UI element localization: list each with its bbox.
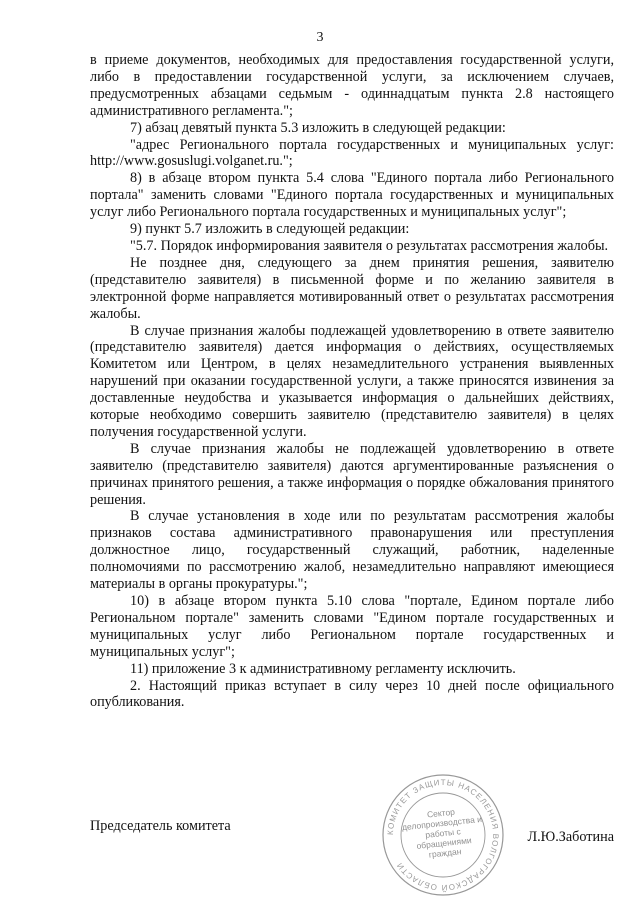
document-paragraph: в приеме документов, необходимых для предоставления государственной услуги, либо в предоставлении государственной услуги, за исключением случаев, предусмотренных абзацами седьмым - одиннадцатым пункта 2.8 настоящего административного регламента."; <box>90 52 614 119</box>
official-stamp <box>378 770 508 900</box>
document-paragraph: В случае установления в ходе или по результатам рассмотрения жалобы признаков состава административного правонарушения или преступления должностное лицо, государственный служащий, работник, наделенные полномочиями по рассмотрению жалоб, незамедлительно направляют имеющиеся материалы в органы прокуратуры."; <box>90 508 614 593</box>
page-number: 3 <box>316 30 324 45</box>
document-paragraph: "5.7. Порядок информирования заявителя о результатах рассмотрения жалобы. <box>130 237 609 254</box>
document-paragraph: В случае признания жалобы подлежащей удовлетворению в ответе заявителю (представителю заявителя) дается информация о действиях, осуществляемых Комитетом или Центром, в целях незамедлительного устранения выявленных нарушений при оказании государственной услуги, а также приносятся извинения за доставленные неудобства и указывается информация о дальнейших действиях, которые необходимо совершить заявителю (представителю заявителя) в целях получения государственной услуги. <box>90 322 614 440</box>
document-paragraph: 2. Настоящий приказ вступает в силу через 10 дней после официального опубликования. <box>90 677 614 711</box>
signatory-title: Председатель комитета <box>90 818 231 834</box>
document-paragraph: Не позднее дня, следующего за днем принятия решения, заявителю (представителю заявителя) в письменной форме и по желанию заявителя в электронной форме направляется мотивированный ответ о результатах рассмотрения жалобы. <box>90 254 614 322</box>
document-paragraph: 7) абзац девятый пункта 5.3 изложить в следующей редакции: <box>130 119 506 136</box>
document-paragraph: 10) в абзаце втором пункта 5.10 слова "портале, Едином портале либо Региональном портале" заменить словами "Едином портале государственных и муниципальных услуг либо Региональном портале государственных и муниципальных услуг"; <box>90 593 614 660</box>
signatory-name: Л.Ю.Заботина <box>527 829 614 845</box>
document-paragraph: 8) в абзаце втором пункта 5.4 слова "Единого портала либо Регионального портала" заменить словами "Единого портала государственных и муниципальных услуг либо Регионального портала государственных и муниципальных услуг"; <box>90 170 614 221</box>
stamp-ring-text: КОМИТЕТ ЗАЩИТЫ НАСЕЛЕНИЯ ВОЛГОГРАДСКОЙ ОБЛАСТИ <box>385 777 501 893</box>
document-paragraph: "адрес Регионального портала государственных и муниципальных услуг: http://www.gosuslugi.volganet.ru."; <box>90 136 614 170</box>
document-paragraph: 11) приложение 3 к административному регламенту исключить. <box>130 660 516 677</box>
document-body <box>90 52 614 711</box>
document-paragraph: В случае признания жалобы не подлежащей удовлетворению в ответе заявителю (представителю заявителя) даются аргументированные разъяснения о причинах принятого решения, а также информация о порядке обжалования принятого решения. <box>90 440 614 508</box>
document-paragraph: 9) пункт 5.7 изложить в следующей редакции: <box>130 221 410 238</box>
stamp-center-text: Сектор делопроизводства и работы с обращениями граждан <box>401 806 483 860</box>
